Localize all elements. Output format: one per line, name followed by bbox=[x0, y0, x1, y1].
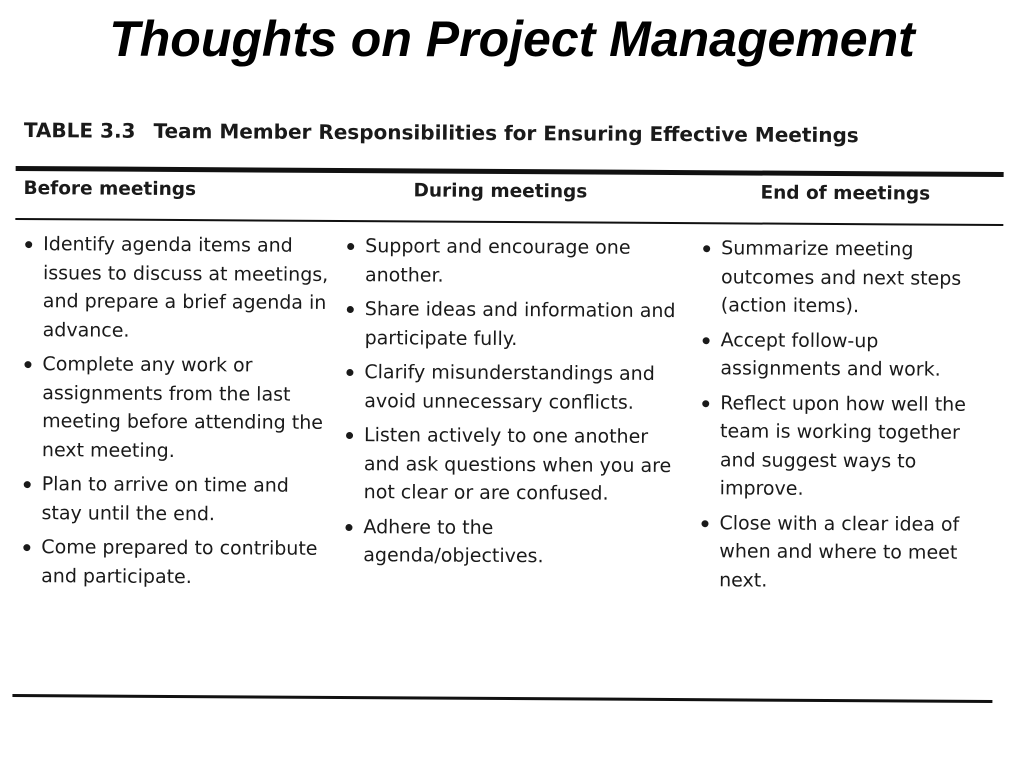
table-figure bbox=[12, 112, 1004, 718]
column-header-during-meetings: During meetings bbox=[413, 180, 588, 203]
list-item: Come prepared to contribute and participate. bbox=[17, 533, 332, 592]
end-of-meetings-list bbox=[695, 234, 997, 602]
table-caption-text: Team Member Responsibilities for Ensuring Effective Meetings bbox=[153, 118, 859, 148]
during-meetings-list bbox=[339, 232, 681, 578]
list-item: Listen actively to one another and ask questions when you are not clear or are confused. bbox=[340, 421, 681, 509]
list-item: Accept follow-up assignments and work. bbox=[696, 326, 996, 385]
list-item: Identify agenda items and issues to discuss at meetings, and prepare a brief agenda in advance. bbox=[19, 230, 335, 346]
list-item: Clarify misunderstandings and avoid unnecessary conflicts. bbox=[340, 358, 680, 417]
table-top-rule bbox=[16, 166, 1004, 177]
list-item: Share ideas and information and participate fully. bbox=[341, 295, 681, 354]
list-item: Adhere to the agenda/objectives. bbox=[339, 512, 679, 571]
table-caption bbox=[24, 118, 859, 147]
table-bottom-rule bbox=[12, 694, 992, 703]
list-item: Complete any work or assignments from the last meeting before attending the next meeting. bbox=[18, 350, 334, 466]
table-header-rule bbox=[15, 218, 1003, 226]
table-caption-label: TABLE 3.3 bbox=[23, 118, 136, 143]
slide-title: Thoughts on Project Management bbox=[109, 11, 915, 67]
list-item: Close with a clear idea of when and where to meet next. bbox=[695, 509, 996, 596]
list-item: Support and encourage one another. bbox=[341, 232, 681, 291]
list-item: Summarize meeting outcomes and next steps (action items). bbox=[697, 234, 998, 321]
before-meetings-list bbox=[17, 230, 334, 598]
column-header-end-of-meetings: End of meetings bbox=[760, 182, 931, 205]
list-item: Plan to arrive on time and stay until the end. bbox=[17, 470, 332, 529]
column-header-before-meetings: Before meetings bbox=[23, 178, 197, 201]
list-item: Reflect upon how well the team is working together and suggest ways to improve. bbox=[696, 389, 997, 505]
